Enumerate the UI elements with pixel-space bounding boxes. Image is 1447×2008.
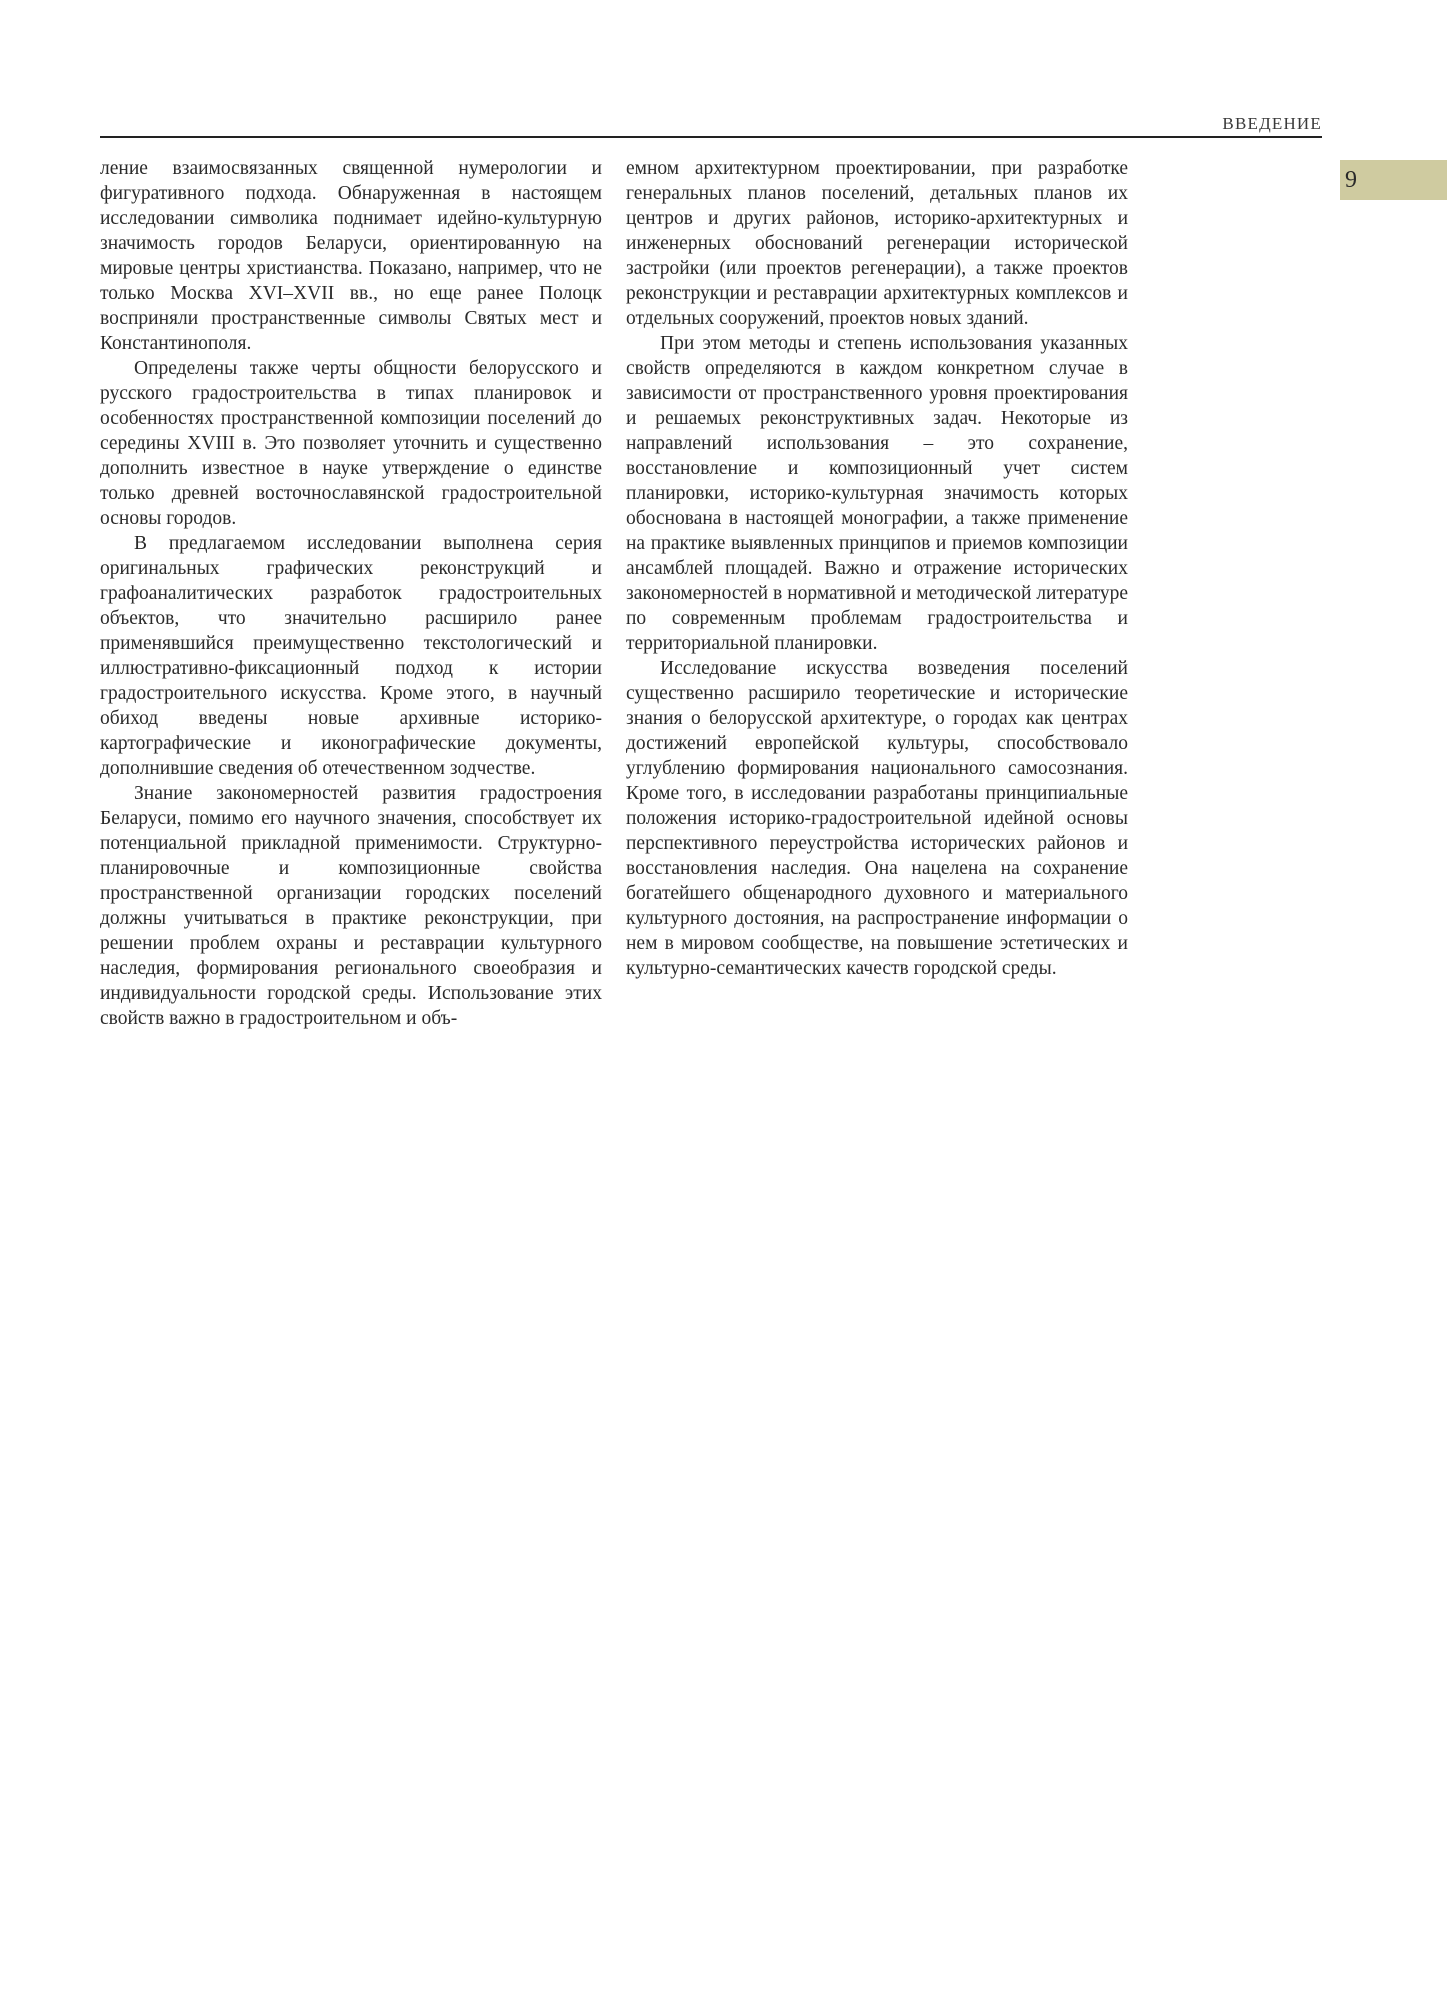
- paragraph: Определены также черты общности белорусского и русского градостроительства в типах планировок и особенностях пространственной композиции поселений до середины XVIII в. Это позволяет уточнить и существенно дополнить известное в науке утверждение о единстве только древней восточнославянской градостроительной основы городов.: [100, 358, 602, 529]
- paragraph: Исследование искусства возведения поселений существенно расширило теоретические и исторические знания о белорусской архитектуре, о городах как центрах достижений европейской культуры, способствовало углублению формирования национального самосознания. Кроме того, в исследовании разработаны принципиальные положения историко-градостроительной идейной основы перспективного переустройства исторических районов и восстановления наследия. Она нацелена на сохранение богатейшего общенародного духовного и материального культурного достояния, на распространение информации о нем в мировом сообществе, на повышение эстетических и культурно-семантических качеств городской среды.: [626, 658, 1128, 979]
- paragraph: ление взаимосвязанных священной нумерологии и фигуративного подхода. Обнаруженная в настоящем исследовании символика поднимает идейно-культурную значимость городов Беларуси, ориентированную на мировые центры христианства. Показано, например, что не только Москва XVI–XVII вв., но еще ранее Полоцк восприняли пространственные символы Святых мест и Константинополя.: [100, 158, 602, 354]
- paragraph: При этом методы и степень использования указанных свойств определяются в каждом конкретном случае в зависимости от пространственного уровня проектирования и решаемых реконструктивных задач. Некоторые из направлений использования – это сохранение, восстановление и композиционный учет систем планировки, историко-культурная значимость которых обоснована в настоящей монографии, а также применение на практике выявленных принципов и приемов композиции ансамблей площадей. Важно и отражение исторических закономерностей в нормативной и методической литературе по современным проблемам градостроительства и территориальной планировки.: [626, 333, 1128, 654]
- paragraph: Знание закономерностей развития градостроения Беларуси, помимо его научного значения, способствует их потенциальной прикладной применимости. Структурно-планировочные и композиционные свойства пространственной организации городских поселений должны учитываться в практике реконструкции, при решении проблем охраны и реставрации культурного наследия, формирования регионального своеобразия и индивидуальности городской среды. Использование этих свойств важно в градостроительном и объ-: [100, 783, 602, 1029]
- paragraph: В предлагаемом исследовании выполнена серия оригинальных графических реконструкций и графоаналитических разработок градостроительных объектов, что значительно расширило ранее применявшийся преимущественно текстологический и иллюстративно-фиксационный подход к истории градостроительного искусства. Кроме этого, в научный обиход введены новые архивные историко-картографические и иконографические документы, дополнившие сведения об отечественном зодчестве.: [100, 533, 602, 779]
- paragraph: емном архитектурном проектировании, при разработке генеральных планов поселений, детальных планов их центров и других районов, историко-архитектурных и инженерных обоснований регенерации исторической застройки (или проектов регенерации), а также проектов реконструкции и реставрации архитектурных комплексов и отдельных сооружений, проектов новых зданий.: [626, 158, 1128, 329]
- left-text-column: [100, 156, 602, 1031]
- header-rule: [100, 136, 1322, 138]
- right-text-column: [626, 156, 1128, 981]
- running-head-section-title: ВВЕДЕНИЕ: [1222, 114, 1322, 133]
- page-number: 9: [1345, 167, 1357, 193]
